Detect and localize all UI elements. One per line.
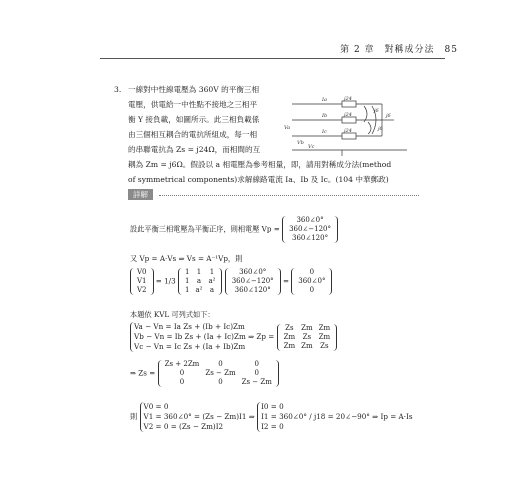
kvl-brace bbox=[130, 322, 246, 352]
figure-label: Ia bbox=[322, 97, 327, 103]
final-line: V1 = 360∠0° = (Zs − Zm)I1 bbox=[143, 412, 247, 421]
eq-text: 設此平衡三相電壓為平衡正序，則相電壓 Vp = bbox=[130, 224, 280, 234]
matrix-cell: 0 bbox=[254, 369, 259, 377]
matrix-cell: 0 bbox=[179, 369, 185, 377]
matrix-cell: 0 bbox=[309, 286, 315, 294]
problem-line: 衡 Y 接負載，如圖所示。此三相負載係 bbox=[128, 115, 260, 124]
matrix-cell: Zm bbox=[301, 323, 313, 332]
circuit-diagram bbox=[282, 92, 432, 162]
matrix-cell: a² bbox=[195, 286, 203, 294]
matrix-cell: 0 bbox=[218, 378, 223, 386]
figure-label: j6 bbox=[386, 113, 391, 119]
eq-zs: ⇒ Zs = Zs + 2Zm 0 0 0 Zs − Zm 0 0 0 Zs − Zm bbox=[130, 360, 279, 387]
matrix-a-inverse bbox=[178, 268, 222, 295]
matrix-cell: Zs − Zm bbox=[241, 378, 272, 386]
eq-vs: V0 V1 V2 = 1/3 1 1 1 1 a a² 1 a² a 360∠0° 360∠−120° 360∠120° = 0 360∠0° 0 bbox=[130, 268, 332, 295]
matrix-cell: a bbox=[196, 277, 202, 285]
matrix-cell: 1 bbox=[184, 268, 190, 276]
final-line: I0 = 0 bbox=[261, 402, 284, 411]
eq-final: 則 V0 = 0 V1 = 360∠0° = (Zs − Zm)I1 V2 = 0 = (Zs − Zm)I2 ⇒ I0 = 0 I1 = 360∠0° / j18 = 20∠−90° I2 = 0 ⇒ Ip = A·Is bbox=[130, 402, 413, 431]
matrix-cell: Zs − Zm bbox=[205, 369, 236, 377]
figure-label: Ib bbox=[322, 113, 328, 119]
eq-kvl: Va − Vn = Ia Zs + (Ib + Ic)Zm Vb − Vn = Ib Zs + (Ia + Ic)Zm Vc − Vn = Ic Zs + (Ia + Ib)Zm ⇒ Zp = Zs Zm Zm Zm Zs Zm Zm Zm Zs bbox=[130, 322, 337, 352]
eq-text: 又 Vp = A·Vs ⇒ Vs = A⁻¹Vp，則 bbox=[130, 254, 243, 263]
matrix-zs bbox=[158, 360, 279, 387]
problem-text bbox=[128, 82, 278, 157]
matrix-cell: Zs bbox=[285, 323, 294, 332]
figure-label: Va bbox=[284, 125, 291, 131]
matrix-vs-result bbox=[291, 268, 332, 295]
matrix-cell: Zm bbox=[283, 332, 296, 341]
matrix-cell: Zs bbox=[320, 341, 329, 350]
matrix-cell: 360∠120° bbox=[234, 286, 271, 294]
figure-label: Ic bbox=[322, 129, 327, 135]
kvl-line: Vc − Vn = Ic Zs + (Ia + Ib)Zm bbox=[134, 342, 246, 351]
solution-heading bbox=[128, 187, 438, 202]
matrix-cell: 0 bbox=[179, 378, 185, 386]
final-line: V0 = 0 bbox=[143, 402, 169, 411]
figure-label: j6 bbox=[374, 108, 379, 114]
matrix-cell: 360∠0° bbox=[298, 277, 326, 285]
figure-label: j24 bbox=[344, 112, 352, 118]
matrix-cell: 1 bbox=[184, 286, 190, 294]
matrix-cell: Zm bbox=[283, 341, 296, 350]
matrix-vp-vec bbox=[225, 268, 281, 295]
eq-kvl-intro bbox=[130, 310, 215, 320]
final-lhs-brace bbox=[140, 402, 247, 432]
matrix-cell: 360∠120° bbox=[291, 234, 329, 242]
problem-line: 由三個相互耦合的電抗所組成，每一相 bbox=[128, 130, 258, 139]
matrix-cell: 360∠0° bbox=[239, 268, 267, 276]
matrix-cell: 1 bbox=[184, 277, 190, 285]
dotted-rule bbox=[159, 195, 419, 196]
problem-line: 一線對中性線電壓為 360V 的平衡三相 bbox=[128, 85, 260, 94]
figure-label: Vc bbox=[308, 144, 315, 150]
matrix-cell: 0 bbox=[218, 360, 223, 368]
figure-label: Vb bbox=[297, 140, 304, 146]
eq-vp bbox=[130, 216, 338, 243]
problem-number: 3. bbox=[114, 85, 122, 94]
matrix-cell: 360∠−120° bbox=[231, 277, 274, 285]
problem-line: 的串聯電抗為 Zs = j24Ω，而相間的互 bbox=[128, 145, 261, 154]
matrix-cell: Zm bbox=[318, 323, 331, 332]
eq-text: ⇒ Ip = A·Is bbox=[372, 412, 413, 421]
matrix-cell: a bbox=[209, 286, 215, 294]
figure-label: j24 bbox=[344, 128, 352, 134]
matrix-cell: V0 bbox=[137, 268, 147, 276]
matrix-cell: 360∠0° bbox=[296, 216, 324, 224]
figure-label: j6 bbox=[378, 126, 383, 132]
eq-vs-intro bbox=[130, 254, 242, 264]
eq-text: 則 bbox=[130, 412, 138, 421]
figure-label: j24 bbox=[344, 96, 352, 102]
eq-factor: 1/3 bbox=[164, 276, 176, 286]
final-line: I1 = 360∠0° / j18 = 20∠−90° bbox=[261, 412, 370, 421]
matrix-cell: 0 bbox=[309, 268, 315, 276]
matrix-cell: V2 bbox=[137, 286, 147, 294]
matrix-cell: V1 bbox=[137, 277, 147, 285]
matrix-cell: Zm bbox=[318, 332, 331, 341]
problem-line: 電壓，供電給一中性點不接地之三相平 bbox=[128, 100, 258, 109]
matrix-zp bbox=[277, 324, 338, 351]
page-header: 第 2 章 對稱成分法 85 bbox=[340, 45, 458, 55]
matrix-cell: 360∠−120° bbox=[289, 225, 332, 233]
matrix-cell: 0 bbox=[254, 360, 259, 368]
final-line: I2 = 0 bbox=[261, 422, 284, 431]
matrix-vp bbox=[282, 216, 338, 243]
matrix-cell: Zs + 2Zm bbox=[164, 360, 200, 368]
matrix-cell: Zs bbox=[302, 332, 312, 341]
problem-line: of symmetrical components)求解線路電流 Ia、Ib 及 Ic。(104 中華郵政) bbox=[128, 175, 389, 184]
matrix-cell: a² bbox=[208, 277, 216, 285]
solution-tag: 詳解 bbox=[128, 189, 153, 200]
matrix-cell: Zm bbox=[301, 341, 313, 350]
header-rule bbox=[100, 58, 445, 59]
matrix-cell: 1 bbox=[209, 268, 215, 276]
final-line: V2 = 0 = (Zs − Zm)I2 bbox=[143, 422, 224, 431]
matrix-vs-lhs bbox=[130, 268, 154, 295]
problem-line: 耦為 Zm = j6Ω。假設以 a 相電壓為參考相量，即，請用對稱成分法(method bbox=[128, 160, 392, 169]
eq-text: 本題依 KVL 可列式如下： bbox=[130, 310, 215, 319]
kvl-line: Vb − Vn = Ib Zs + (Ia + Ic)Zm bbox=[134, 332, 246, 341]
final-rhs-brace bbox=[257, 402, 370, 432]
kvl-line: Va − Vn = Ia Zs + (Ib + Ic)Zm bbox=[134, 322, 245, 331]
matrix-cell: 1 bbox=[196, 268, 202, 276]
